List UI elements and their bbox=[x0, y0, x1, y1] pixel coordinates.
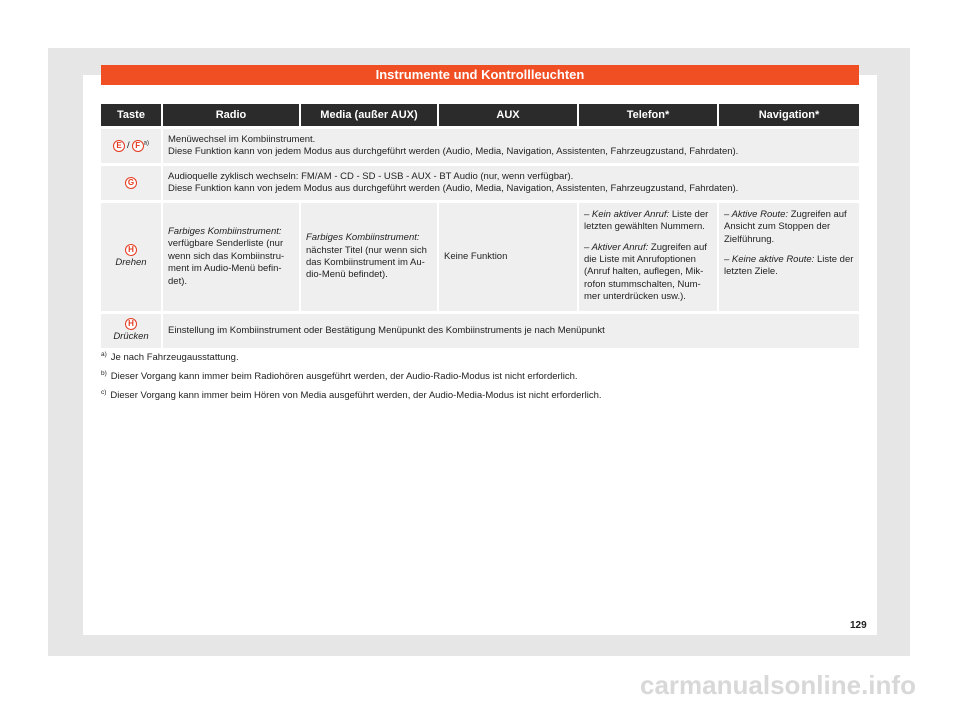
watermark-text: carmanualsonline.info bbox=[640, 670, 916, 700]
section-title: Instrumente und Kontrollleuchten bbox=[101, 65, 859, 85]
description-line: Menüwechsel im Kombiinstrument. bbox=[168, 133, 316, 145]
controls-table bbox=[101, 101, 859, 351]
footnote-text: Dieser Vorgang kann immer beim Hören von Media ausgeführt werden, der Audio-Media-Modus ist nicht erforderlich. bbox=[110, 390, 602, 402]
key-cell bbox=[101, 129, 163, 163]
media-cell bbox=[301, 203, 439, 311]
key-action: Drehen bbox=[115, 257, 147, 269]
navigation-label: – Aktive Route: bbox=[724, 209, 789, 220]
footnote bbox=[101, 370, 859, 384]
telefon-item bbox=[584, 242, 712, 304]
navigation-label: – Keine aktive Route: bbox=[724, 254, 815, 266]
key-cell bbox=[101, 314, 163, 348]
radio-cell bbox=[163, 203, 301, 311]
col-header-taste: Taste bbox=[101, 104, 163, 126]
telefon-cell bbox=[579, 203, 719, 311]
footnote-mark: b) bbox=[101, 369, 107, 377]
navigation-text: Zugreifen auf Ansicht zum Stoppen der Zielführung. bbox=[724, 209, 847, 245]
navigation-cell bbox=[719, 203, 859, 311]
table-row bbox=[101, 129, 859, 163]
description-line: Diese Funktion kann von jedem Modus aus durchgeführt werden (Audio, Media, Navigation, Assistenten, Fahrzeugzustand, Fahrdaten). bbox=[168, 146, 739, 157]
table-header-row bbox=[101, 104, 859, 126]
table-row bbox=[101, 203, 859, 311]
media-text: nächster Titel (nur wenn sich das Kombiinstrument im Au-dio-Menü befindet). bbox=[306, 244, 427, 281]
col-header-navigation: Navigation* bbox=[719, 104, 859, 126]
aux-text: Keine Funktion bbox=[444, 250, 508, 262]
description-line: Diese Funktion kann von jedem Modus aus durchgeführt werden (Audio, Media, Navigation, Assistenten, Fahrzeugzustand, Fahrdaten). bbox=[168, 183, 739, 194]
footnote-text: Je nach Fahrzeugausstattung. bbox=[110, 352, 239, 364]
description-line: Audioquelle zyklisch wechseln: FM/AM - CD - SD - USB - AUX - BT Audio (nur, wenn verfügbar). bbox=[168, 170, 574, 182]
aux-cell bbox=[439, 203, 579, 311]
footnote-mark: a) bbox=[101, 351, 107, 358]
description-cell bbox=[163, 166, 859, 200]
footnote-ref: a) bbox=[143, 139, 149, 146]
footnote bbox=[101, 351, 859, 365]
table-row bbox=[101, 166, 859, 200]
col-header-radio: Radio bbox=[163, 104, 301, 126]
key-h-badge: H bbox=[125, 318, 137, 330]
navigation-item bbox=[724, 254, 854, 279]
footnote bbox=[101, 389, 859, 403]
navigation-item bbox=[724, 209, 854, 246]
col-header-aux: AUX bbox=[439, 104, 579, 126]
key-f-badge: F bbox=[132, 140, 144, 152]
telefon-label: – Aktiver Anruf: bbox=[584, 241, 649, 253]
key-h-badge: H bbox=[125, 244, 137, 256]
navigation-text: Liste der letzten Ziele. bbox=[724, 254, 854, 278]
media-label: Farbiges Kombiinstrument: bbox=[306, 232, 420, 244]
radio-label: Farbiges Kombiinstrument: bbox=[168, 226, 282, 238]
description-cell bbox=[163, 129, 859, 163]
description-cell: Einstellung im Kombiinstrument oder Bestätigung Menüpunkt des Kombiinstruments je nach Menüpunkt bbox=[163, 314, 859, 348]
telefon-text: Liste der letzten gewählten Nummern. bbox=[584, 209, 709, 233]
footnote-text: Dieser Vorgang kann immer beim Radiohören ausgeführt werden, der Audio-Radio-Modus ist nicht erforderlich. bbox=[110, 371, 578, 383]
key-cell bbox=[101, 166, 163, 200]
key-e-badge: E bbox=[113, 140, 125, 152]
page-number: 129 bbox=[850, 620, 867, 631]
table-row bbox=[101, 314, 859, 348]
telefon-item bbox=[584, 209, 712, 234]
radio-text: verfügbare Senderliste (nur wenn sich das Kombiinstru-ment im Audio-Menü befin-det). bbox=[168, 238, 285, 287]
col-header-telefon: Telefon* bbox=[579, 104, 719, 126]
footnote-mark: c) bbox=[101, 388, 107, 396]
key-separator: / bbox=[127, 140, 130, 152]
key-g-badge: G bbox=[125, 177, 137, 189]
telefon-text: Zugreifen auf die Liste mit Anrufoptionen (Anruf halten, auflegen, Mik-rofon stummschalten, Num-mer unterdrücken usw.). bbox=[584, 241, 707, 303]
telefon-label: – Kein aktiver Anruf: bbox=[584, 209, 670, 220]
footnotes bbox=[101, 351, 859, 408]
key-action: Drücken bbox=[113, 331, 149, 343]
col-header-media: Media (außer AUX) bbox=[301, 104, 439, 126]
key-cell bbox=[101, 203, 163, 311]
